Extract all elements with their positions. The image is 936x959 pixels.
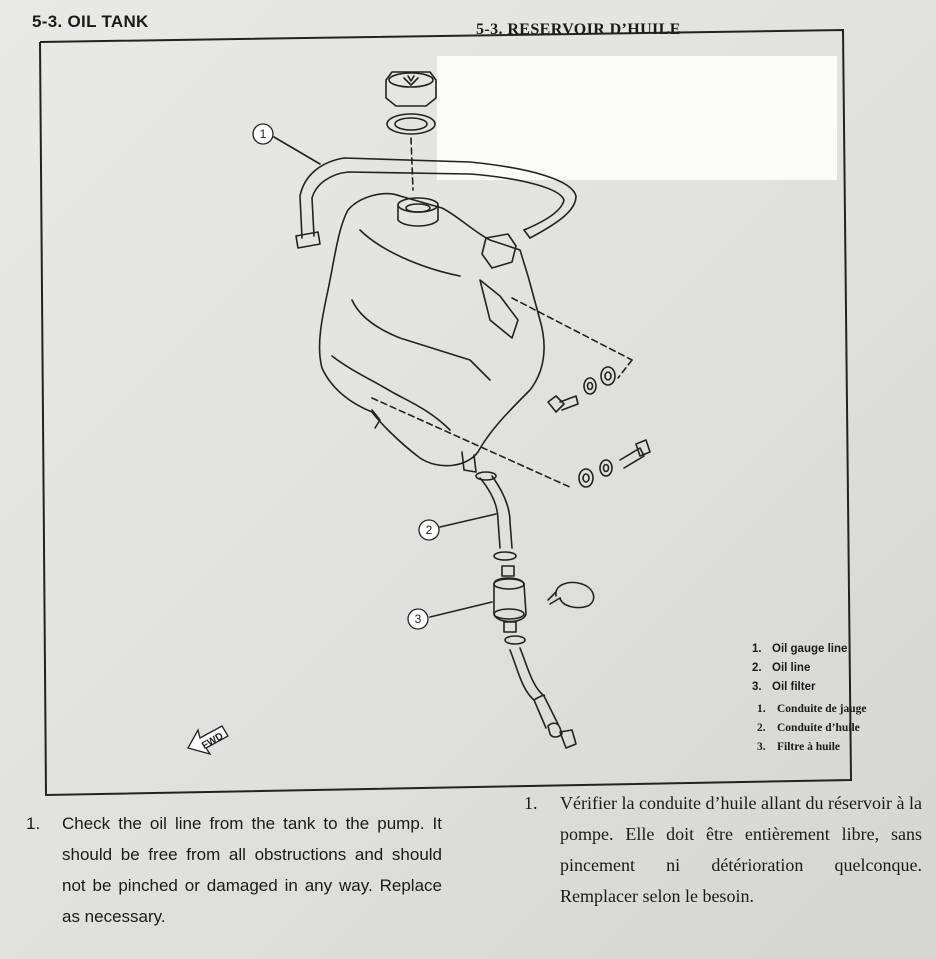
oil-filter [494, 566, 526, 644]
section-title-en: 5-3. OIL TANK [32, 12, 149, 31]
hose-clip [548, 583, 594, 608]
mounting-bolt-upper [548, 367, 615, 412]
cap-gasket [387, 114, 435, 134]
legend-en [752, 640, 847, 697]
legend-en-item: 2. Oil line [752, 662, 811, 674]
step-number: 1. [26, 814, 41, 833]
fwd-arrow-icon [188, 726, 228, 754]
callout-3 [408, 609, 428, 629]
filler-cap [386, 72, 436, 106]
callout-1 [253, 124, 273, 144]
legend-en-item: 3. Oil filter [752, 681, 816, 693]
blank-patch [437, 56, 837, 180]
callout-2 [419, 520, 439, 540]
legend-fr-item: 1. Conduite de jauge [757, 703, 867, 715]
step-number: 1. [524, 793, 538, 813]
step-text: Vérifier la conduite d’huile allant du réservoir à la pompe. Elle doit être entièrement libre, sans pincement ni détérioration quelconque. Remplacer selon le besoin. [560, 793, 922, 906]
instruction-step-fr [524, 788, 924, 912]
section-title-fr: 5-3. RESERVOIR D’HUILE [476, 21, 681, 38]
legend-fr [757, 700, 866, 757]
legend-fr-item: 3. Filtre à huile [757, 741, 841, 753]
step-text: Check the oil line from the tank to the pump. It should be free from all obstructions and should not be pinched or damaged in any way. Replace as necessary. [62, 814, 442, 926]
svg-text:FWD: FWD [200, 730, 226, 752]
svg-text:3: 3 [414, 612, 422, 626]
instruction-step-en [26, 808, 446, 932]
legend-en-item: 1. Oil gauge line [752, 643, 848, 655]
oil-tank [320, 194, 545, 472]
svg-text:2: 2 [425, 523, 433, 537]
mounting-bolt-lower [579, 440, 650, 487]
legend-fr-item: 2. Conduite d’huile [757, 722, 860, 734]
oil-line-hose [476, 472, 516, 560]
svg-text:1: 1 [259, 127, 267, 141]
lower-hose [510, 648, 576, 748]
